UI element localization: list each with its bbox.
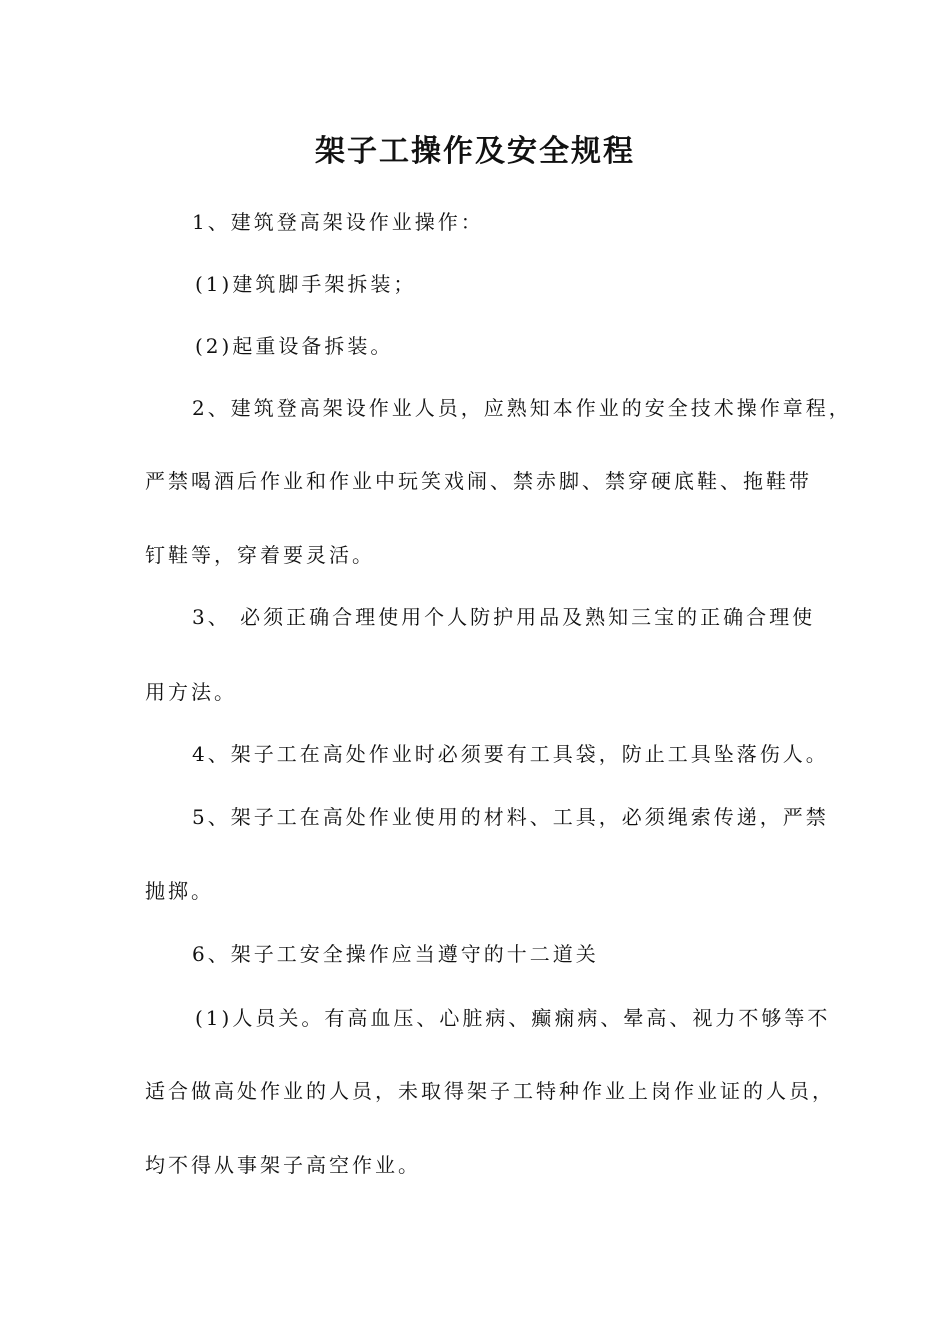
paragraph-line: (1)人员关。有高血压、心脏病、癫痫病、晕高、视力不够等不 <box>195 1006 831 1030</box>
paragraph-line: 6、架子工安全操作应当遵守的十二道关 <box>192 942 599 966</box>
paragraph-line: (1)建筑脚手架拆装； <box>195 272 417 296</box>
paragraph-line: 用方法。 <box>145 680 237 704</box>
paragraph-line: 钉鞋等，穿着要灵活。 <box>145 543 375 567</box>
paragraph-line: 4、架子工在高处作业时必须要有工具袋，防止工具坠落伤人。 <box>192 742 829 766</box>
paragraph-line: (2)起重设备拆装。 <box>195 334 394 358</box>
paragraph-line: 均不得从事架子高空作业。 <box>145 1153 421 1177</box>
paragraph-line: 2、建筑登高架设作业人员，应熟知本作业的安全技术操作章程， <box>192 396 852 420</box>
paragraph-line: 1、建筑登高架设作业操作： <box>192 210 484 234</box>
paragraph-line: 适合做高处作业的人员，未取得架子工特种作业上岗作业证的人员， <box>145 1079 835 1103</box>
paragraph-line: 抛掷。 <box>145 879 214 903</box>
document-title: 架子工操作及安全规程 <box>315 134 635 169</box>
paragraph-line: 3、 必须正确合理使用个人防护用品及熟知三宝的正确合理使 <box>192 605 816 629</box>
paragraph-line: 严禁喝酒后作业和作业中玩笑戏闹、禁赤脚、禁穿硬底鞋、拖鞋带 <box>145 469 812 493</box>
paragraph-line: 5、架子工在高处作业使用的材料、工具，必须绳索传递，严禁 <box>192 805 829 829</box>
